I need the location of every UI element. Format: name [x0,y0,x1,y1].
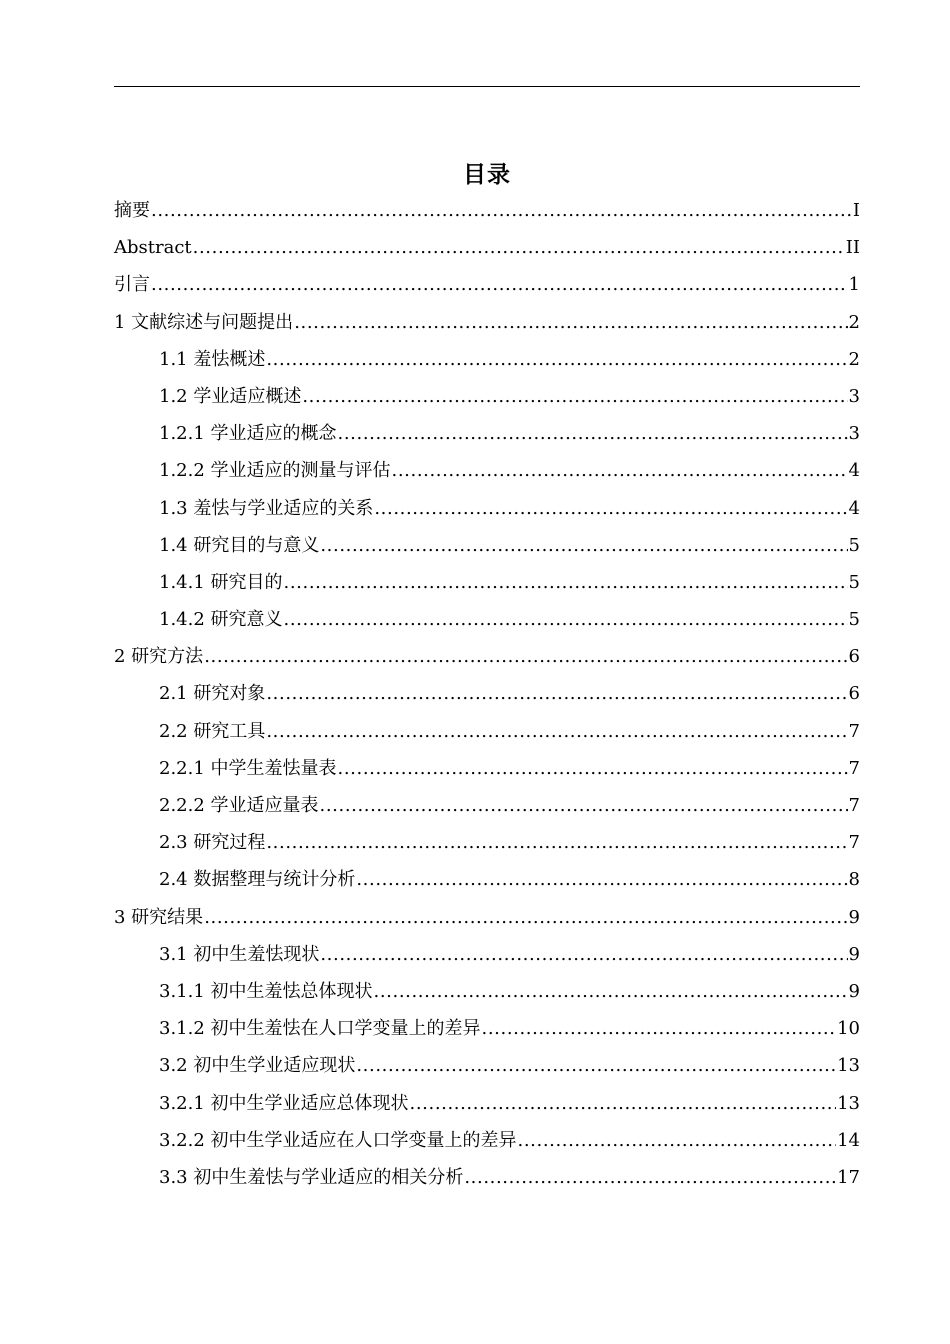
toc-dot-leader [518,1124,837,1158]
toc-entry[interactable] [114,529,860,566]
toc-entry-page-number: 14 [837,1129,860,1151]
toc-entry[interactable] [114,268,860,305]
toc-entry-page-number: 13 [837,1092,860,1114]
toc-list [114,194,860,1198]
toc-dot-leader [320,938,847,972]
toc-entry-label: 3.1 初中生羞怯现状 [159,943,320,965]
toc-entry-page-number: 17 [837,1166,860,1188]
toc-entry-page-number: 2 [848,348,860,370]
toc-entry[interactable] [114,1087,860,1124]
toc-entry-page-number: 2 [848,311,860,333]
toc-entry-label: 1.2.1 学业适应的概念 [159,423,337,445]
toc-entry[interactable] [114,1049,860,1086]
toc-entry[interactable] [114,826,860,863]
toc-entry[interactable] [114,789,860,826]
toc-entry-page-number: 7 [848,832,860,854]
toc-entry[interactable] [114,306,860,343]
toc-dot-leader [374,492,847,526]
toc-dot-leader [410,1087,837,1121]
toc-dot-leader [266,343,847,377]
toc-entry-label: 2.4 数据整理与统计分析 [159,869,356,891]
toc-entry-page-number: 3 [848,423,860,445]
toc-entry[interactable] [114,640,860,677]
toc-entry[interactable] [114,975,860,1012]
toc-entry-page-number: 9 [848,943,860,965]
toc-entry-label: 3.2 初中生学业适应现状 [159,1055,356,1077]
toc-entry-label: 3 研究结果 [114,906,204,928]
toc-entry-page-number: 7 [848,720,860,742]
toc-dot-leader [151,268,848,302]
toc-entry[interactable] [114,1124,860,1161]
toc-entry-label: 1.4.2 研究意义 [159,609,283,631]
toc-entry-label: Abstract [114,237,192,259]
toc-title: 目录 [463,162,511,188]
toc-entry-page-number: 1 [848,274,860,296]
toc-entry-label: 2.2.1 中学生羞怯量表 [159,757,337,779]
toc-entry-page-number: 5 [848,571,860,593]
toc-entry-label: 引言 [114,274,150,296]
toc-entry[interactable] [114,231,860,268]
toc-entry-page-number: 9 [848,980,860,1002]
toc-dot-leader [204,901,847,935]
toc-dot-leader [356,1049,836,1083]
toc-dot-leader [151,194,852,228]
toc-entry-label: 摘要 [114,200,150,221]
toc-dot-leader [294,306,847,340]
toc-entry-page-number: 4 [848,460,860,482]
toc-entry[interactable] [114,938,860,975]
toc-entry-page-number: 4 [848,497,860,519]
toc-dot-leader [266,715,847,749]
toc-entry[interactable] [114,492,860,529]
toc-entry[interactable] [114,1161,860,1198]
toc-entry[interactable] [114,603,860,640]
toc-entry-page-number: 9 [848,906,860,928]
toc-entry-page-number: 7 [848,795,860,816]
toc-dot-leader [302,380,847,414]
toc-entry-page-number: 5 [848,534,860,556]
toc-entry-label: 2.2 研究工具 [159,720,266,742]
toc-entry-label: 3.3 初中生羞怯与学业适应的相关分析 [159,1166,464,1188]
toc-dot-leader [320,789,848,823]
toc-entry-label: 3.2.1 初中生学业适应总体现状 [159,1092,409,1114]
toc-entry[interactable] [114,194,860,231]
toc-entry[interactable] [114,343,860,380]
toc-entry[interactable] [114,901,860,938]
toc-dot-leader [284,566,848,600]
toc-entry-label: 1.4.1 研究目的 [159,571,283,593]
toc-dot-leader [193,231,845,265]
toc-entry-label: 3.2.2 初中生学业适应在人口学变量上的差异 [159,1129,517,1151]
toc-entry[interactable] [114,566,860,603]
toc-dot-leader [464,1161,836,1195]
toc-entry-label: 1.2 学业适应概述 [159,385,302,407]
toc-entry-page-number: 3 [848,385,860,407]
toc-entry[interactable] [114,677,860,714]
toc-entry-page-number: II [845,237,860,259]
toc-dot-leader [320,529,847,563]
header-rule [114,86,860,87]
toc-entry-page-number: 13 [837,1055,860,1077]
toc-entry-label: 3.1.1 初中生羞怯总体现状 [159,980,373,1002]
toc-entry-label: 2 研究方法 [114,646,204,668]
toc-entry-page-number: 8 [848,869,860,891]
toc-dot-leader [338,417,848,451]
toc-entry[interactable] [114,752,860,789]
toc-entry-label: 1 文献综述与问题提出 [114,311,294,333]
toc-entry[interactable] [114,1012,860,1049]
toc-entry[interactable] [114,454,860,491]
toc-entry-label: 1.4 研究目的与意义 [159,534,320,556]
toc-entry-label: 1.1 羞怯概述 [159,348,266,370]
toc-dot-leader [266,677,847,711]
toc-dot-leader [266,826,847,860]
toc-entry-page-number: 6 [848,646,860,668]
toc-dot-leader [392,454,848,488]
toc-dot-leader [374,975,848,1009]
toc-entry-label: 2.1 研究对象 [159,683,266,705]
toc-dot-leader [482,1012,837,1046]
toc-dot-leader [338,752,848,786]
toc-entry[interactable] [114,417,860,454]
toc-entry-page-number: 7 [848,757,860,779]
toc-entry[interactable] [114,715,860,752]
toc-dot-leader [204,640,847,674]
toc-entry[interactable] [114,380,860,417]
toc-entry[interactable] [114,863,860,900]
toc-entry-label: 3.1.2 初中生羞怯在人口学变量上的差异 [159,1018,481,1040]
toc-entry-page-number: 5 [848,609,860,631]
toc-entry-label: 2.3 研究过程 [159,832,266,854]
toc-entry-label: 1.3 羞怯与学业适应的关系 [159,497,374,519]
toc-entry-page-number: I [852,200,860,221]
toc-entry-page-number: 6 [848,683,860,705]
toc-entry-label: 1.2.2 学业适应的测量与评估 [159,460,391,482]
toc-dot-leader [356,863,847,897]
toc-dot-leader [284,603,848,637]
toc-entry-page-number: 10 [837,1018,860,1040]
toc-entry-label: 2.2.2 学业适应量表 [159,795,319,816]
